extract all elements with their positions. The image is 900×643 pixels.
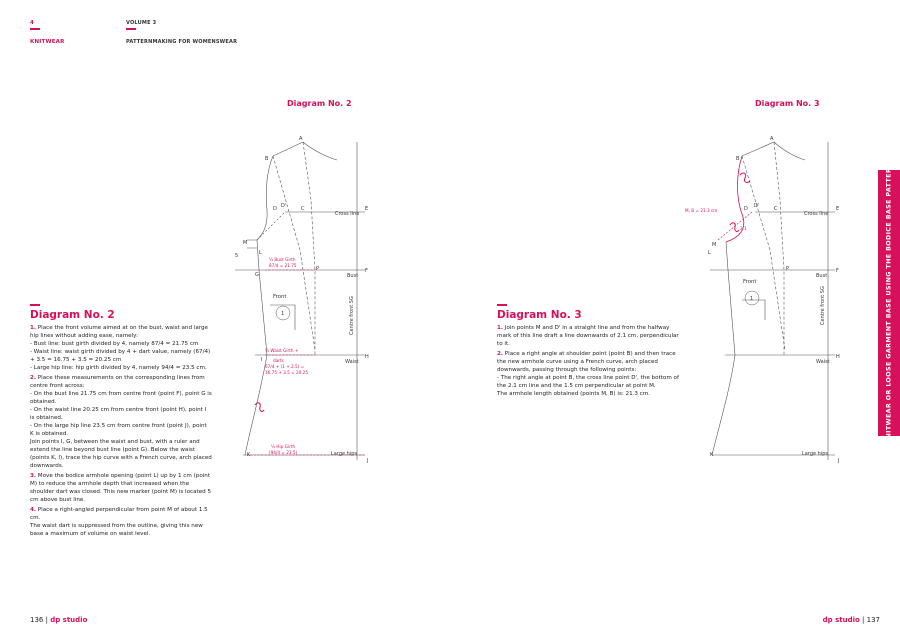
d3-waist-label: Waist xyxy=(816,359,830,365)
footer-left-page-number: 136 xyxy=(30,616,44,624)
diagram3-drawing xyxy=(670,130,850,470)
d3-label-K: K xyxy=(710,452,714,458)
d3-label-E: E xyxy=(836,206,840,212)
d2-waist-girth-2: darts xyxy=(273,358,284,363)
left-p1-b: - Waist line: waist girth divided by 4 + dart value, namely (67/4) + 3.5 = 16.75 + 3.5 = 20.25 cm xyxy=(30,349,211,363)
left-p2-c: - On the large hip line 23.5 cm from centre front (point J), point K is obtained. xyxy=(30,423,207,437)
d2-ornament xyxy=(255,403,264,412)
d3-label-D: D xyxy=(744,206,748,212)
left-p4-num: 4. xyxy=(30,507,37,513)
side-tab-label: KNITWEAR OR LOOSE GARMENT BASE USING THE BODICE BASE PATTERN xyxy=(885,162,893,444)
d3-label-B: B xyxy=(736,156,740,162)
d3-label-F: F xyxy=(836,268,839,274)
d3-label-M: M xyxy=(712,242,717,248)
d2-label-P: P xyxy=(316,266,320,272)
right-p1-num: 1. xyxy=(497,325,504,331)
d2-label-B: B xyxy=(265,156,269,162)
d3-centre-front-label: Centre front SG xyxy=(820,286,826,325)
left-p4-b: The waist dart is suppressed from the outline, giving this new base a maximum of volume on waist level. xyxy=(30,523,203,537)
right-text-body xyxy=(497,324,682,398)
left-text-body xyxy=(30,324,212,538)
left-p3-num: 3. xyxy=(30,473,37,479)
d2-centre-front-label: Centre front SG xyxy=(349,296,355,335)
d2-waist-girth-1: ¼ Waist Girth + xyxy=(265,348,299,353)
d2-armhole xyxy=(257,156,273,240)
left-p1-num: 1. xyxy=(30,325,37,331)
d2-cross-line-label: Cross line xyxy=(335,211,360,217)
d2-label-G: G xyxy=(255,272,259,278)
left-p2-num: 2. xyxy=(30,375,37,381)
left-p2: Place these measurements on the corresponding lines from centre front across: xyxy=(30,375,205,389)
d2-waist-girth-3: 67/4 + (1 + 2.5) = xyxy=(265,364,305,369)
footer-right-page-number: 137 xyxy=(866,616,880,624)
d3-label-H: H xyxy=(836,354,840,360)
right-p1: Join points M and D' in a straight line and from the halfway mark of this line draft a line downwards of 2.1 cm, perpendicular to it. xyxy=(497,325,679,347)
footer-right-brand: dp studio xyxy=(822,616,860,624)
d3-label-C: C xyxy=(774,206,778,212)
d2-label-J: J xyxy=(367,458,369,464)
d2-waist-girth-4: 16.75 + 3.5 = 20.25 xyxy=(265,370,308,375)
d2-dim-5: 5 xyxy=(235,253,239,259)
d3-hips-label: Large hips xyxy=(802,451,828,457)
left-p3: Move the bodice armhole opening (point L) up by 1 cm (point M) to reduce the armhole depth that increased when the shoulder dart was closed. This new marker (point M) is located 5 cm above bust line. xyxy=(30,473,212,503)
d3-front-num: 1 xyxy=(750,296,754,302)
left-text-bar xyxy=(30,304,40,306)
d2-label-I: I xyxy=(261,357,263,363)
d3-label-J: J xyxy=(838,458,840,464)
chapter-section: KNITWEAR xyxy=(30,39,65,45)
d2-front-num: 1 xyxy=(281,311,285,317)
d3-label-P: P xyxy=(786,266,790,272)
right-section-title: Diagram No. 3 xyxy=(497,309,582,321)
left-p2-b: - On the waist line 20.25 cm from centre front (point H), point I is obtained. xyxy=(30,407,207,421)
header-bar-mid xyxy=(126,28,136,30)
d2-label-M: M xyxy=(243,240,248,246)
d3-label-A: A xyxy=(770,136,774,142)
side-tab xyxy=(878,162,900,444)
book-title: PATTERNMAKING FOR WOMENSWEAR xyxy=(126,39,238,45)
d3-bust-label: Bust xyxy=(816,273,828,279)
header-bar-left xyxy=(30,28,40,30)
d2-hips-label: Large hips xyxy=(331,451,357,457)
diagram3-title: Diagram No. 3 xyxy=(755,99,820,108)
right-p2-num: 2. xyxy=(497,351,504,357)
footer-left: 136 | dp studio xyxy=(30,616,88,624)
d2-waist-label: Waist xyxy=(345,359,359,365)
right-p2-b: The armhole length obtained (points M, B) is: 21.3 cm. xyxy=(497,391,651,397)
chapter-number: 4 xyxy=(30,20,35,26)
d3-front-label: Front xyxy=(743,279,757,285)
right-p2: Place a right angle at shoulder point (point B) and then trace the new armhole curve using a French curve, arch placed downwards, passing through the following points: xyxy=(497,351,676,373)
left-p2-a: - On the bust line 21.75 cm from centre front (point F), point G is obtained. xyxy=(30,391,212,405)
d2-label-A: A xyxy=(299,136,303,142)
d2-label-H: H xyxy=(365,354,369,360)
right-p2-a: - The right angle at point B, the cross line point D', the bottom of the 2.1 cm line and the 1.5 cm perpendicular at point M. xyxy=(497,375,679,389)
d2-label-F: F xyxy=(365,268,368,274)
d2-label-E: E xyxy=(365,206,369,212)
left-section-title: Diagram No. 2 xyxy=(30,309,115,321)
d3-dim-21: 2.1 xyxy=(740,226,747,231)
d2-label-K: K xyxy=(247,452,251,458)
left-p2-d: Join points I, G, between the waist and bust, with a ruler and extend the line beyond bust line (point G). Below the waist (points K, I), trace the hip curve with a French curve, arch placed downwards. xyxy=(30,439,212,469)
volume-label: VOLUME 3 xyxy=(126,20,157,26)
d2-label-D: D xyxy=(273,206,277,212)
diagram2-drawing xyxy=(225,130,390,470)
d2-bust-girth-1: ¼ Bust Girth xyxy=(269,257,296,262)
d3-mb-label: M, B = 21.3 cm xyxy=(685,208,718,213)
d3-label-Dp: D' xyxy=(754,203,760,209)
d2-shoulder-line xyxy=(273,142,303,156)
d2-label-Dp: D' xyxy=(281,203,287,209)
left-p4: Place a right-angled perpendicular from point M of about 1.5 cm. xyxy=(30,507,208,521)
right-text-bar xyxy=(497,304,507,306)
footer-right: dp studio | 137 xyxy=(822,616,880,624)
left-p1-a: - Bust line: bust girth divided by 4, namely 87/4 = 21.75 cm xyxy=(30,341,199,347)
d3-cross-line-label: Cross line xyxy=(804,211,829,217)
d2-hip-girth-2: (94/4 = 23.5) xyxy=(269,450,298,455)
footer-left-brand: dp studio xyxy=(50,616,88,624)
d2-bust-label: Bust xyxy=(347,273,359,279)
left-p1-c: - Large hip line: hip girth divided by 4, namely 94/4 = 23.5 cm. xyxy=(30,365,207,371)
d3-label-L: L xyxy=(708,250,711,256)
d2-hip-girth-1: ¼ Hip Girth xyxy=(271,444,296,449)
left-p1: Place the front volume aimed at on the bust, waist and large hip lines without adding ease, namely: xyxy=(30,325,208,339)
diagram2-title: Diagram No. 2 xyxy=(287,99,352,108)
d2-bust-girth-2: 87/4 = 21.75 xyxy=(269,263,297,268)
d2-label-C: C xyxy=(301,206,305,212)
d2-label-L: L xyxy=(259,250,262,256)
d2-front-label: Front xyxy=(273,294,287,300)
